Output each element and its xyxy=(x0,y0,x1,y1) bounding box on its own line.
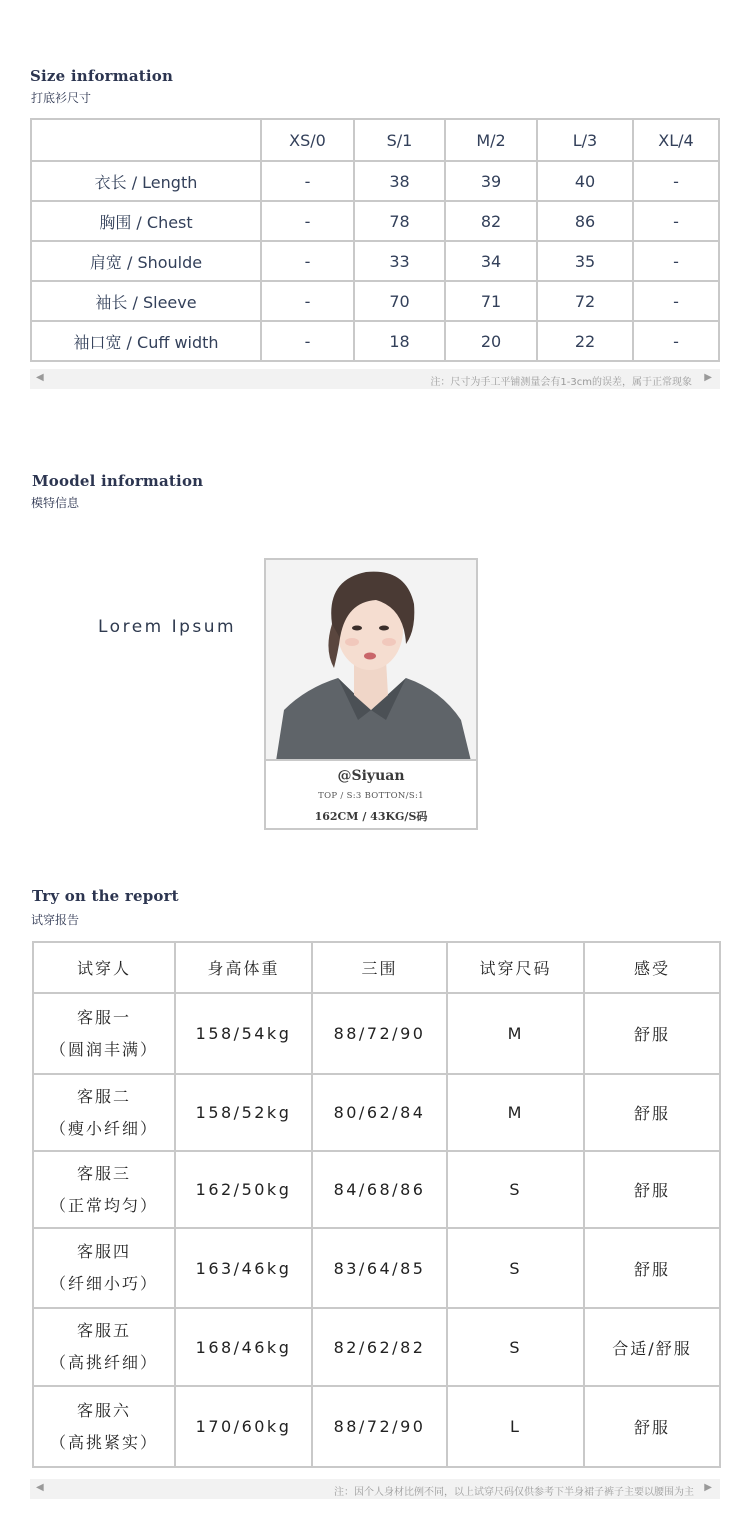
tried-size: S xyxy=(447,1151,584,1228)
table-cell: - xyxy=(261,161,354,201)
feeling: 舒服 xyxy=(584,993,720,1074)
tester-name: 客服二 xyxy=(76,1086,131,1106)
model-sizes: TOP / S:3 BOTTON/S:1 xyxy=(318,791,424,801)
tried-size: S xyxy=(447,1228,584,1308)
size-table-header xyxy=(31,119,719,161)
tester-type: （纤细小巧） xyxy=(49,1274,158,1293)
size-section-subtitle: 打底衫尺寸 xyxy=(31,91,92,105)
tester-type: （正常均匀） xyxy=(49,1195,158,1215)
height-weight: 163/46kg xyxy=(175,1228,312,1308)
model-illustration xyxy=(266,560,476,761)
table-cell: - xyxy=(633,161,719,201)
height-weight: 158/54kg xyxy=(175,993,312,1074)
tester-cell xyxy=(33,1074,175,1151)
header-cell xyxy=(31,119,261,161)
table-cell: 35 xyxy=(537,241,633,281)
model-section-subtitle: 模特信息 xyxy=(31,496,80,510)
row-label: 袖长 / Sleeve xyxy=(31,281,261,321)
feeling: 舒服 xyxy=(584,1386,720,1467)
header-cell: 身高体重 xyxy=(175,942,312,993)
table-cell: - xyxy=(633,281,719,321)
table-cell: - xyxy=(261,281,354,321)
header-cell: L/3 xyxy=(537,119,633,161)
tester-cell xyxy=(33,993,175,1074)
feeling: 合适/舒服 xyxy=(584,1308,720,1386)
table-cell: - xyxy=(633,321,719,361)
tester-type: （瘦小纤细） xyxy=(49,1118,158,1138)
row-label: 衣长 / Length xyxy=(31,161,261,201)
height-weight: 158/52kg xyxy=(175,1074,312,1151)
tester-cell xyxy=(33,1386,175,1467)
table-cell: 33 xyxy=(354,241,445,281)
table-cell: 86 xyxy=(537,201,633,241)
table-row xyxy=(33,1228,720,1308)
header-cell: 试穿尺码 xyxy=(447,942,584,993)
measurements: 82/62/82 xyxy=(312,1308,447,1386)
row-label: 肩宽 / Shoulde xyxy=(31,241,261,281)
table-row xyxy=(31,281,719,321)
table-cell: 38 xyxy=(354,161,445,201)
model-card xyxy=(264,558,478,830)
table-cell: - xyxy=(261,321,354,361)
tried-size: S xyxy=(447,1308,584,1386)
tester-type: （高挑纤细） xyxy=(49,1353,158,1372)
table-cell: 34 xyxy=(445,241,537,281)
size-table xyxy=(30,118,720,362)
tester-name: 客服四 xyxy=(76,1242,131,1261)
tried-size: M xyxy=(447,1074,584,1151)
header-cell: S/1 xyxy=(354,119,445,161)
table-cell: 40 xyxy=(537,161,633,201)
feeling: 舒服 xyxy=(584,1074,720,1151)
table-row xyxy=(31,241,719,281)
size-section-title: Size information xyxy=(30,67,174,85)
measurements: 80/62/84 xyxy=(312,1074,447,1151)
tester-cell xyxy=(33,1151,175,1228)
table-row xyxy=(33,1074,720,1151)
model-handle: @Siyuan xyxy=(337,768,405,784)
tester-cell xyxy=(33,1228,175,1308)
measurements: 84/68/86 xyxy=(312,1151,447,1228)
table-row xyxy=(33,993,720,1074)
report-section-title: Try on the report xyxy=(32,887,179,905)
report-note-bar[interactable] xyxy=(30,1479,720,1499)
report-table xyxy=(32,941,721,1468)
table-cell: 39 xyxy=(445,161,537,201)
table-cell: 18 xyxy=(354,321,445,361)
scroll-right-icon[interactable]: ▶ xyxy=(704,1482,712,1493)
feeling: 舒服 xyxy=(584,1228,720,1308)
table-row xyxy=(33,1308,720,1386)
table-cell: 20 xyxy=(445,321,537,361)
model-caption: Lorem Ipsum xyxy=(98,617,237,637)
table-row xyxy=(33,1386,720,1467)
header-cell: 感受 xyxy=(584,942,720,993)
row-label: 袖口宽 / Cuff width xyxy=(31,321,261,361)
size-note-text: 注：尺寸为手工平铺测量会有1-3cm的误差，属于正常现象 xyxy=(430,377,692,388)
scroll-left-icon[interactable]: ◀ xyxy=(36,372,44,383)
table-cell: 22 xyxy=(537,321,633,361)
height-weight: 168/46kg xyxy=(175,1308,312,1386)
report-section-subtitle: 试穿报告 xyxy=(31,913,80,927)
header-cell: M/2 xyxy=(445,119,537,161)
table-cell: 71 xyxy=(445,281,537,321)
size-note-bar[interactable] xyxy=(30,369,720,389)
tester-name: 客服五 xyxy=(76,1321,131,1340)
report-table-header xyxy=(33,942,720,993)
table-cell: - xyxy=(633,241,719,281)
scroll-right-icon[interactable]: ▶ xyxy=(704,372,712,383)
scroll-left-icon[interactable]: ◀ xyxy=(36,1482,44,1493)
header-cell: XS/0 xyxy=(261,119,354,161)
tester-name: 客服一 xyxy=(76,1007,131,1027)
table-row xyxy=(33,1151,720,1228)
table-cell: 82 xyxy=(445,201,537,241)
model-stats: 162CM / 43KG/S码 xyxy=(314,810,428,823)
table-cell: 78 xyxy=(354,201,445,241)
tester-name: 客服三 xyxy=(76,1163,131,1183)
tester-type: （圆润丰满） xyxy=(49,1039,158,1059)
tester-cell xyxy=(33,1308,175,1386)
tried-size: L xyxy=(447,1386,584,1467)
header-cell: 试穿人 xyxy=(33,942,175,993)
table-cell: 72 xyxy=(537,281,633,321)
feeling: 舒服 xyxy=(584,1151,720,1228)
tester-name: 客服六 xyxy=(76,1400,131,1420)
table-row xyxy=(31,161,719,201)
header-cell: XL/4 xyxy=(633,119,719,161)
header-cell: 三围 xyxy=(312,942,447,993)
measurements: 88/72/90 xyxy=(312,1386,447,1467)
model-photo xyxy=(266,560,476,761)
tried-size: M xyxy=(447,993,584,1074)
table-cell: - xyxy=(261,201,354,241)
tester-type: （高挑紧实） xyxy=(49,1432,158,1452)
table-row xyxy=(31,201,719,241)
model-section-title: Moodel information xyxy=(32,472,204,490)
table-cell: - xyxy=(633,201,719,241)
table-row xyxy=(31,321,719,361)
table-cell: - xyxy=(261,241,354,281)
height-weight: 162/50kg xyxy=(175,1151,312,1228)
height-weight: 170/60kg xyxy=(175,1386,312,1467)
measurements: 88/72/90 xyxy=(312,993,447,1074)
row-label: 胸围 / Chest xyxy=(31,201,261,241)
report-note-text: 注：因个人身材比例不同，以上试穿尺码仅供参考下半身裙子裤子主要以腰围为主 xyxy=(334,1487,694,1498)
measurements: 83/64/85 xyxy=(312,1228,447,1308)
table-cell: 70 xyxy=(354,281,445,321)
